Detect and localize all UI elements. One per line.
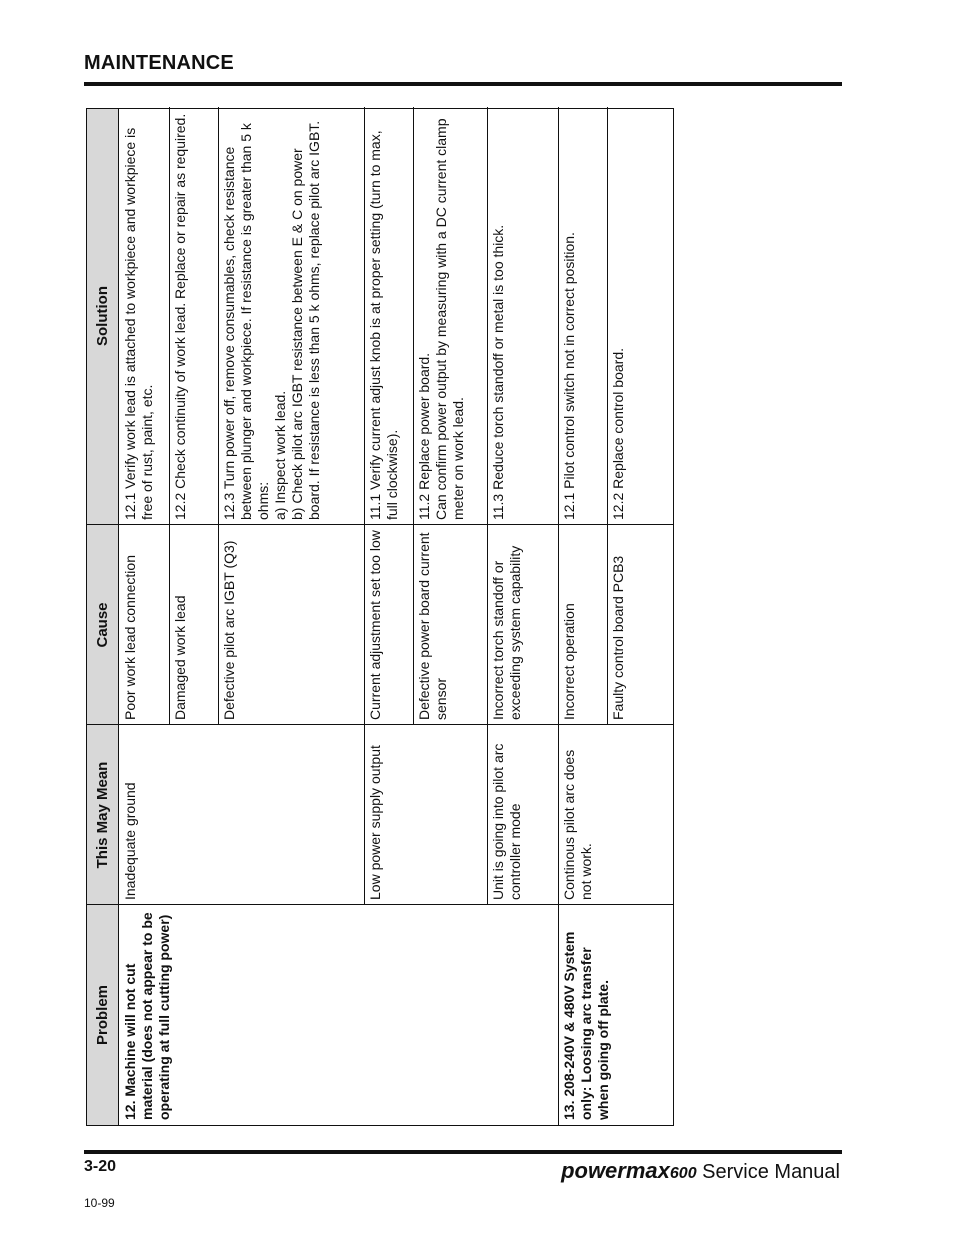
solution-cell: 12.3 Turn power off, remove consumables, check resistance between plunger and workpiece. If resistance is greater than 5 k ohms: a) Inspect work lead. b) Check pilot arc IGBT resistance between E & C on power board. If resistance is less than 5 k ohms, replace pilot arc IGBT. — [221, 120, 322, 520]
revision-date: 10-99 — [84, 1196, 115, 1210]
solution-cell: 12.1 Verify work lead is attached to workpiece and workpiece is free of rust, paint, etc. — [122, 127, 155, 520]
meaning-cell: Low power supply output — [367, 745, 383, 900]
troubleshooting-table-container — [86, 108, 674, 1126]
cause-cell: Incorrect torch standoff or exceeding system capability — [490, 545, 523, 720]
solution-cell: 11.2 Replace power board. Can confirm power output by measuring with a DC current clamp meter on work lead. — [416, 118, 466, 520]
cause-cell: Defective power board current sensor — [416, 532, 449, 720]
column-header-problem: Problem — [94, 985, 111, 1046]
cause-cell: Poor work lead connection — [122, 555, 138, 720]
troubleshooting-table — [86, 108, 674, 1126]
solution-cell: 11.1 Verify current adjust knob is at proper setting (turn to max, full clockwise). — [367, 130, 400, 520]
problem-12-cell: 12. Machine will not cut material (does not appear to be operating at full cutting power) — [122, 912, 172, 1120]
solution-cell: 11.3 Reduce torch standoff or metal is too thick. — [490, 224, 506, 520]
cause-cell: Current adjustment set too low — [367, 530, 383, 720]
header-rule — [84, 82, 842, 86]
cause-cell: Incorrect operation — [561, 603, 577, 720]
section-title: MAINTENANCE — [84, 52, 234, 74]
table-header-row — [87, 109, 119, 1125]
manual-title — [561, 1158, 840, 1184]
cause-cell: Faulty control board PCB3 — [610, 555, 626, 720]
cause-cell: Damaged work lead — [172, 595, 188, 720]
column-header-cause: Cause — [94, 602, 111, 648]
solution-cell: 12.1 Pilot control switch not in correct position. — [561, 232, 577, 520]
meaning-cell: Unit is going into pilot arc controller mode — [490, 743, 523, 900]
meaning-cell: Inadequate ground — [122, 782, 138, 900]
footer-rule — [84, 1150, 842, 1154]
solution-cell: 12.2 Check continuity of work lead. Replace or repair as required. — [172, 113, 188, 520]
manual-label: Service Manual — [702, 1161, 840, 1183]
meaning-cell: Continous pilot arc does not work. — [561, 749, 594, 900]
cause-cell: Defective pilot arc IGBT (Q3) — [221, 540, 237, 720]
page-number: 3-20 — [84, 1158, 117, 1175]
brand-logo — [561, 1158, 697, 1183]
column-header-solution: Solution — [94, 286, 111, 346]
column-header-this-may-mean: This May Mean — [94, 761, 111, 869]
brand-model: 600 — [669, 1165, 697, 1182]
brand-name: powermax — [561, 1158, 670, 1183]
problem-13-cell: 13. 208-240V & 480V System only: Loosing arc transfer when going off plate. — [561, 931, 611, 1120]
solution-cell: 12.2 Replace control board. — [610, 348, 626, 520]
